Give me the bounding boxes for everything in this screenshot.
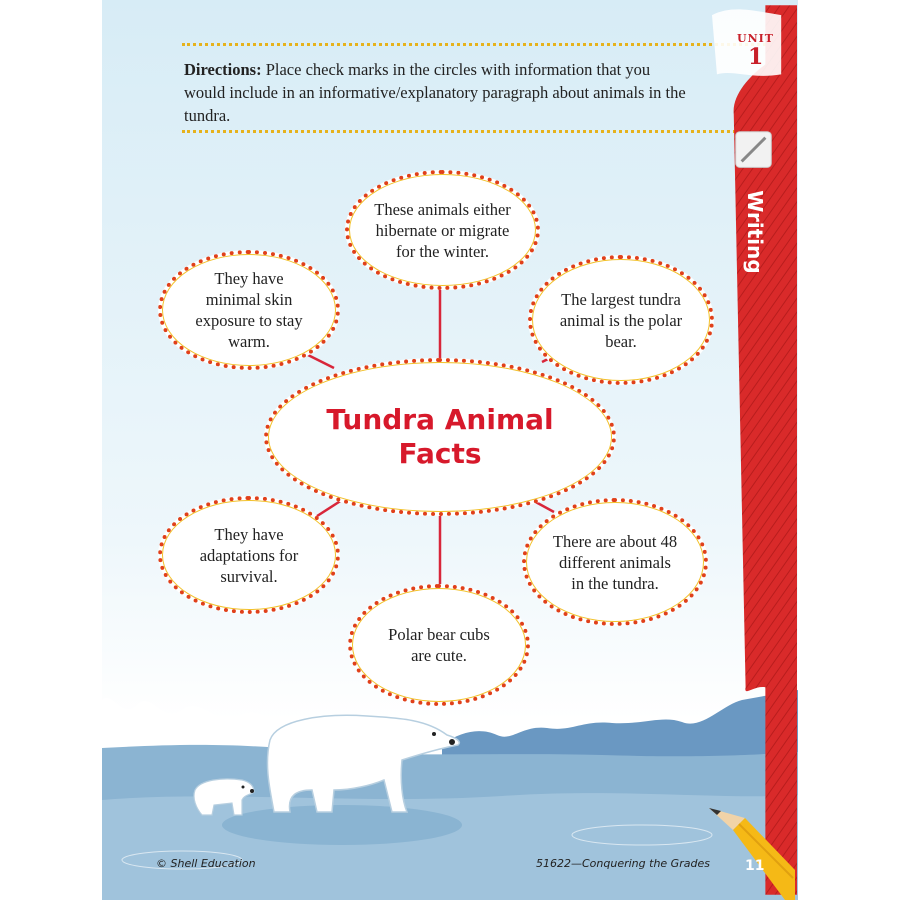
footer-copyright: © Shell Education xyxy=(156,857,256,870)
web-title: Tundra Animal Facts xyxy=(326,403,554,470)
pencil-icon xyxy=(705,800,795,900)
center-bubble xyxy=(264,358,616,516)
footer-book-title: 51622—Conquering the Grades xyxy=(536,857,710,870)
fact-bubble-largest[interactable] xyxy=(528,255,714,385)
unit-number: 1 xyxy=(748,44,764,70)
fact-text: There are about 48 different animals in the tundra. xyxy=(552,531,678,593)
fact-text: They have minimal skin exposure to stay warm. xyxy=(195,269,303,351)
fact-bubble-48-animals[interactable] xyxy=(522,498,708,626)
directions-label: Directions: xyxy=(184,60,262,79)
subject-label: Writing xyxy=(743,190,767,274)
fact-bubble-cubs[interactable] xyxy=(348,584,530,706)
fact-text: They have adaptations for survival. xyxy=(199,524,299,586)
fact-text: The largest tundra animal is the polar bear. xyxy=(559,289,683,351)
worksheet-page xyxy=(102,0,798,900)
unit-label: UNIT xyxy=(737,32,774,45)
fact-bubble-hibernate[interactable] xyxy=(345,170,540,290)
page-number: 11 xyxy=(745,858,765,874)
directions-body: Place check marks in the circles with information that you would include in an informative/explanatory paragraph about animals in the tundra. xyxy=(184,60,686,125)
fact-bubble-adaptations[interactable] xyxy=(158,496,340,614)
fact-text: Polar bear cubs are cute. xyxy=(388,625,490,665)
unit-tab xyxy=(712,0,797,900)
fact-bubble-skin[interactable] xyxy=(158,250,340,370)
fact-text: These animals either hibernate or migrate for the winter. xyxy=(374,199,511,261)
